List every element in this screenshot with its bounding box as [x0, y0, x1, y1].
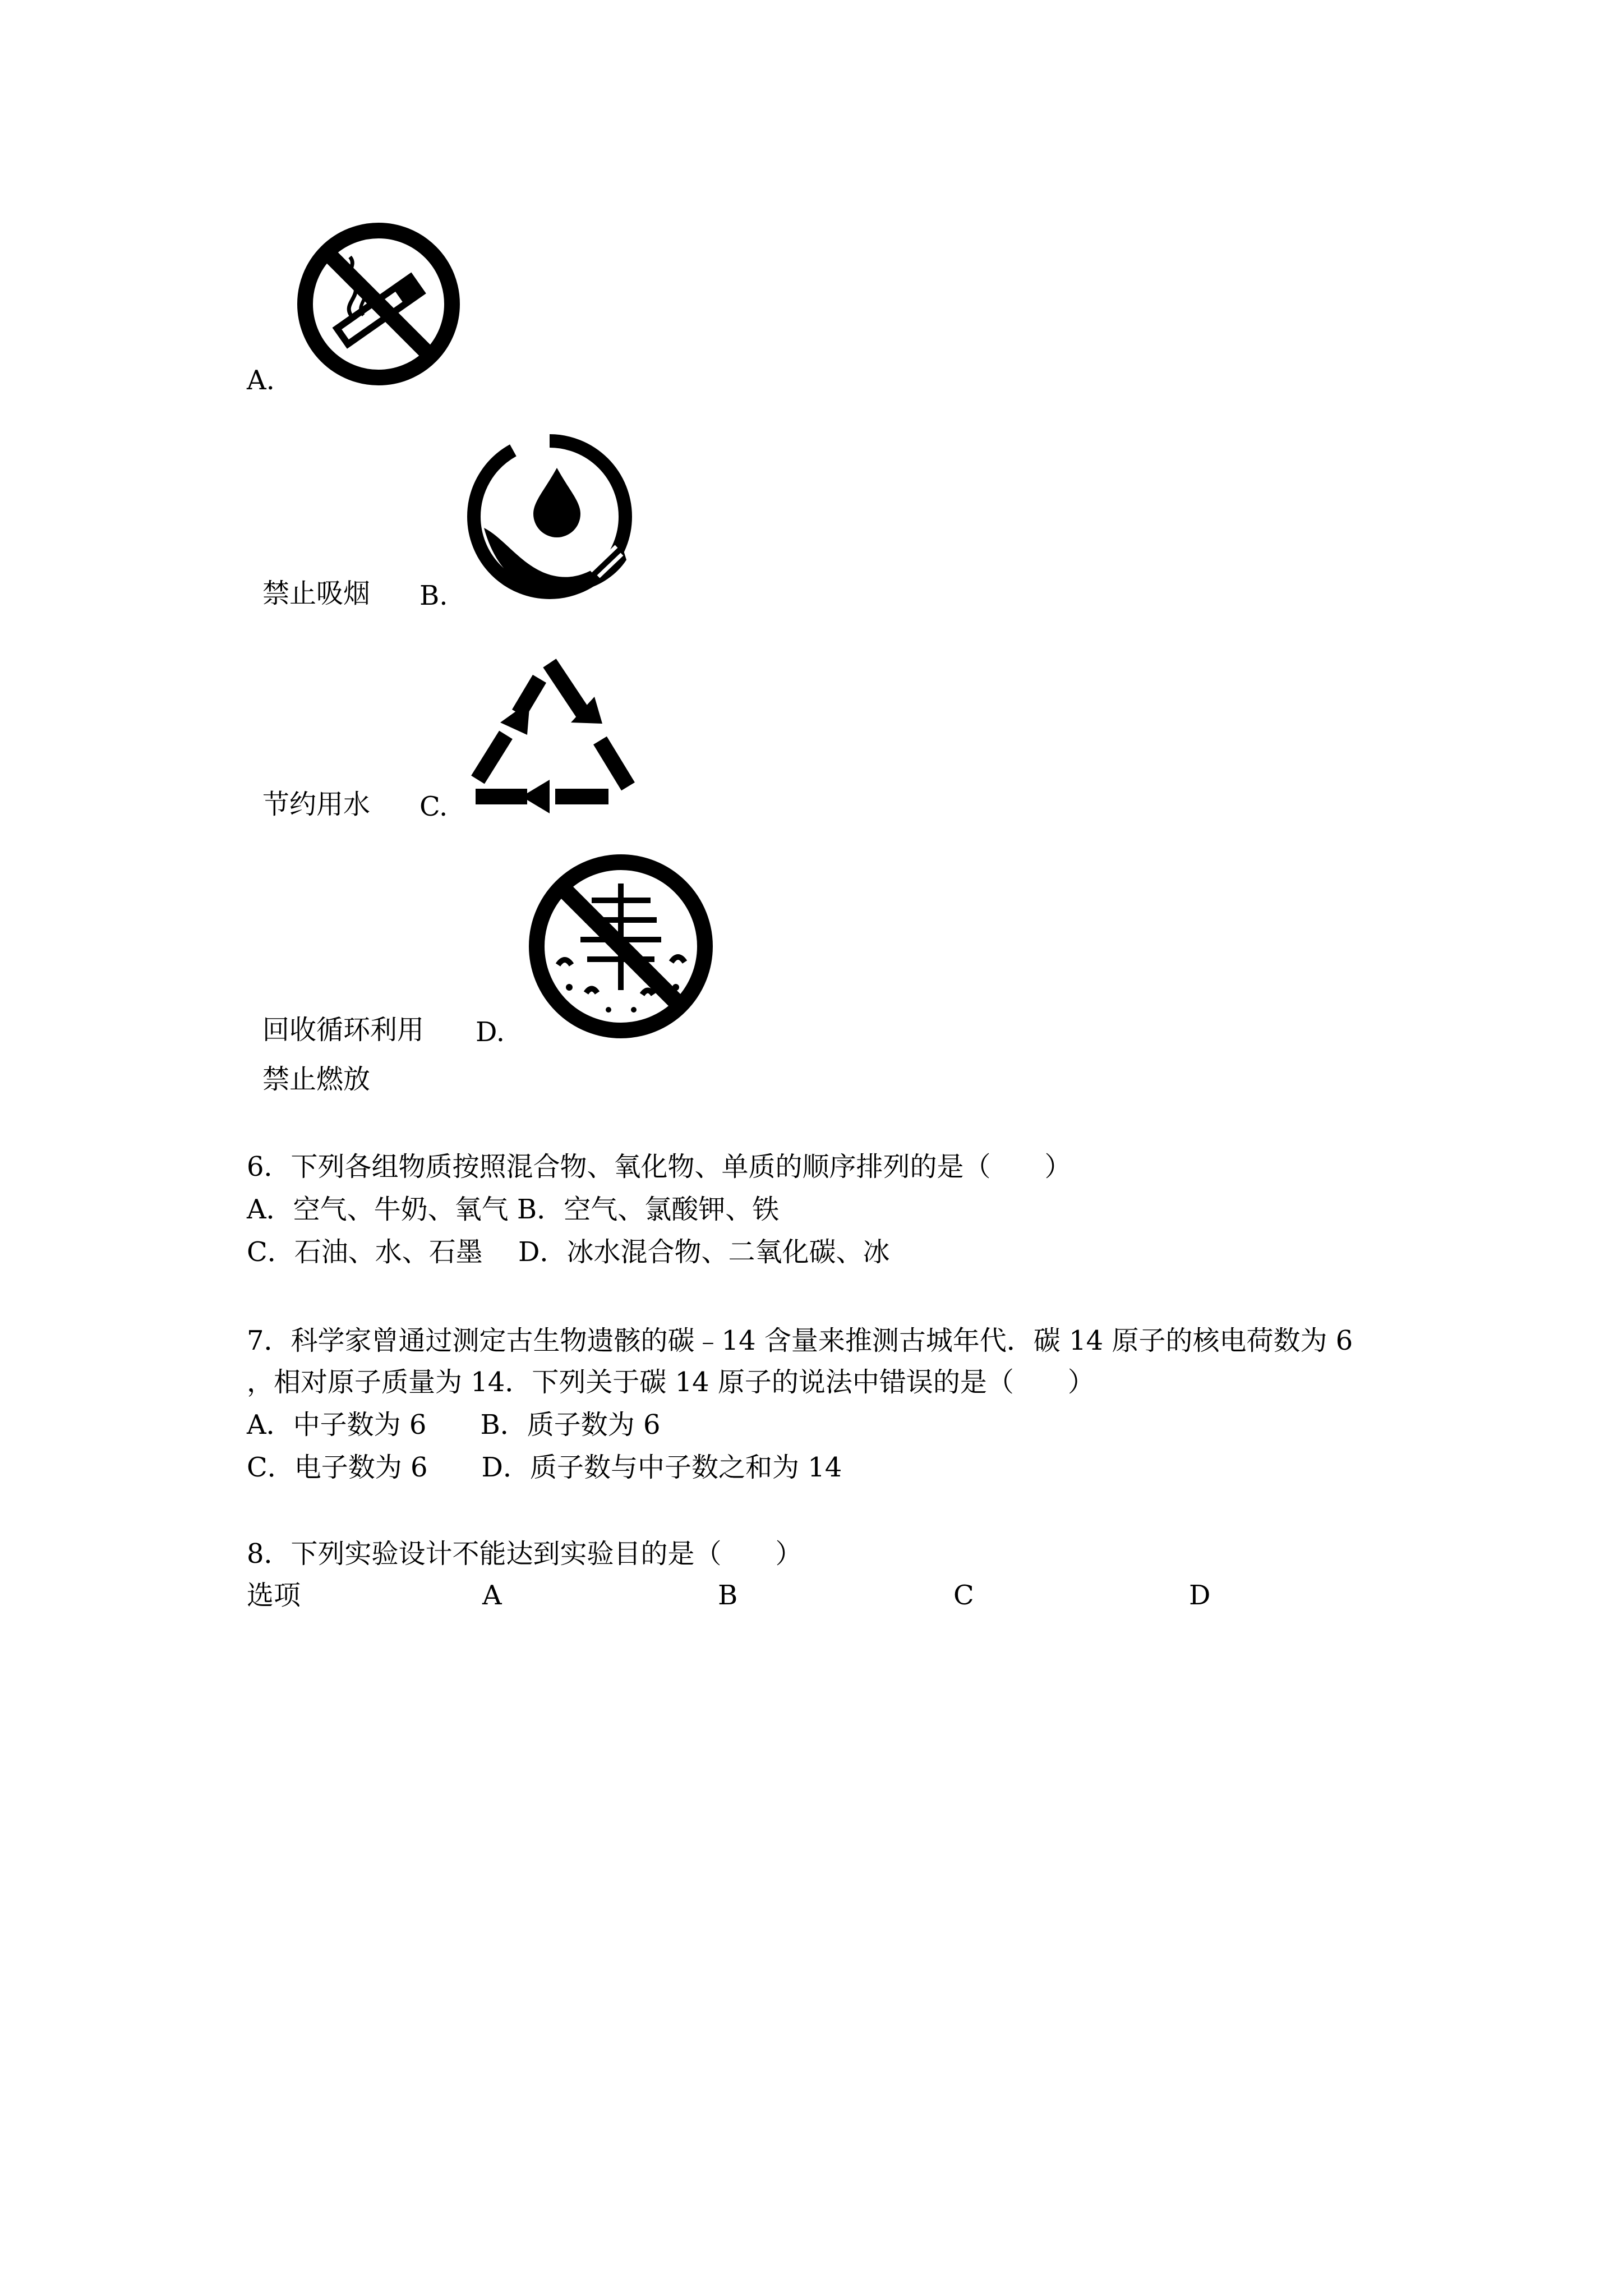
- option-c-caption: 回收循环利用: [262, 1014, 425, 1046]
- no-fireworks-icon: [524, 850, 718, 1043]
- no-smoking-icon: [292, 220, 465, 388]
- option-b-caption: 节约用水: [262, 789, 371, 820]
- option-c-letter: C.: [419, 791, 448, 822]
- option-a-letter: A.: [247, 365, 275, 396]
- water-saving-icon: [463, 430, 637, 604]
- question-8-stem: 8．下列实验设计不能达到实验目的是（ ）: [247, 1538, 803, 1570]
- question-7-options-line2: C．电子数为 6 D．质子数与中子数之和为 14: [247, 1452, 842, 1483]
- question-6-options-line2: C．石油、水、石墨 D．冰水混合物、二氧化碳、冰: [247, 1236, 890, 1268]
- table-header-cell: C: [953, 1580, 974, 1611]
- table-header-cell: A: [482, 1580, 502, 1611]
- option-d-letter: D.: [476, 1016, 505, 1048]
- question-7-options-line1: A．中子数为 6 B．质子数为 6: [247, 1409, 661, 1441]
- option-b-letter: B.: [419, 580, 448, 611]
- question-6-options-line1: A．空气、牛奶、氧气 B．空气、氯酸钾、铁: [247, 1194, 780, 1225]
- question-7-stem-line2: ，相对原子质量为 14．下列关于碳 14 原子的说法中错误的是（ ）: [247, 1366, 1095, 1398]
- table-header-cell: 选项: [247, 1580, 301, 1611]
- recycle-icon: [465, 645, 645, 813]
- option-d-caption: 禁止燃放: [262, 1064, 371, 1095]
- question-7-stem-line1: 7．科学家曾通过测定古生物遗骸的碳﹣14 含量来推测古城年代．碳 14 原子的核电荷数为 6: [247, 1325, 1353, 1356]
- table-header-cell: B: [718, 1580, 738, 1611]
- question-6-stem: 6．下列各组物质按照混合物、氧化物、单质的顺序排列的是（ ）: [247, 1151, 1072, 1182]
- option-a-caption: 禁止吸烟: [262, 578, 371, 609]
- table-header-cell: D: [1189, 1580, 1211, 1611]
